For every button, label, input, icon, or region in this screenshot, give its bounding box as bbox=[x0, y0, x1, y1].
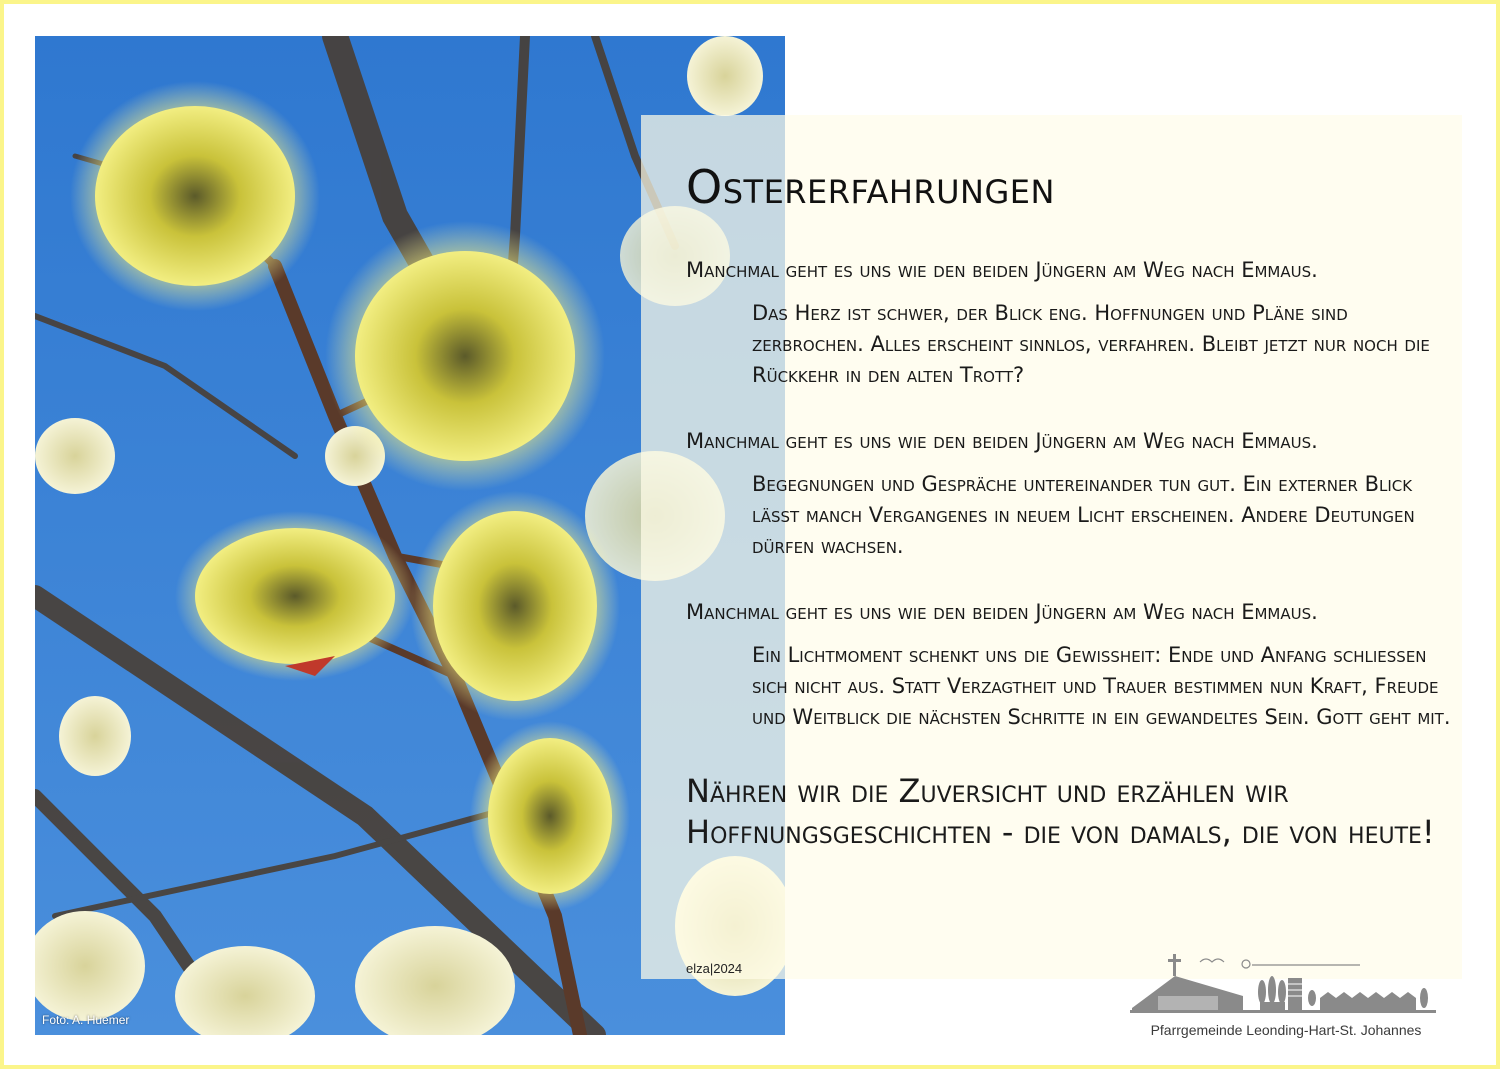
parish-name: Pfarrgemeinde Leonding-Hart-St. Johannes bbox=[1150, 1022, 1422, 1038]
card-title: Ostererfahrungen bbox=[686, 160, 1055, 214]
paragraph-3: Ein Lichtmoment schenkt uns die Gewissheit: Ende und Anfang schliessen sich nicht aus. Statt Verzagtheit und Trauer bestimmen nun Kraft, Freude und Weitblick die nächsten Schritte in ein gewandeltes Sein. Gott geht mit. bbox=[752, 643, 1451, 729]
author-signature: elza|2024 bbox=[686, 961, 743, 976]
paragraph-1: Das Herz ist schwer, der Blick eng. Hoffnungen und Pläne sind zerbrochen. Alles erscheint sinnlos, verfahren. Bleibt jetzt nur noch die Rückkehr in den alten Trott? bbox=[752, 301, 1430, 387]
card-text bbox=[686, 160, 1456, 853]
refrain-2: Manchmal geht es uns wie den beiden Jüngern am Weg nach Emmaus. bbox=[686, 429, 1318, 453]
parish-logo bbox=[1128, 952, 1444, 1042]
closing-statement: Nähren wir die Zuversicht und erzählen wir Hoffnungsgeschichten - die von damals, die von heute! bbox=[686, 772, 1435, 851]
refrain-1: Manchmal geht es uns wie den beiden Jüngern am Weg nach Emmaus. bbox=[686, 258, 1318, 282]
parish-skyline-logo-icon bbox=[1128, 952, 1444, 1018]
paragraph-2: Begegnungen und Gespräche untereinander tun gut. Ein externer Blick lässt manch Vergangenes in neuem Licht erscheinen. Andere Deutungen dürfen wachsen. bbox=[752, 472, 1415, 558]
photo-credit: Foto: A. Huemer bbox=[42, 1013, 130, 1027]
refrain-3: Manchmal geht es uns wie den beiden Jüngern am Weg nach Emmaus. bbox=[686, 600, 1318, 624]
